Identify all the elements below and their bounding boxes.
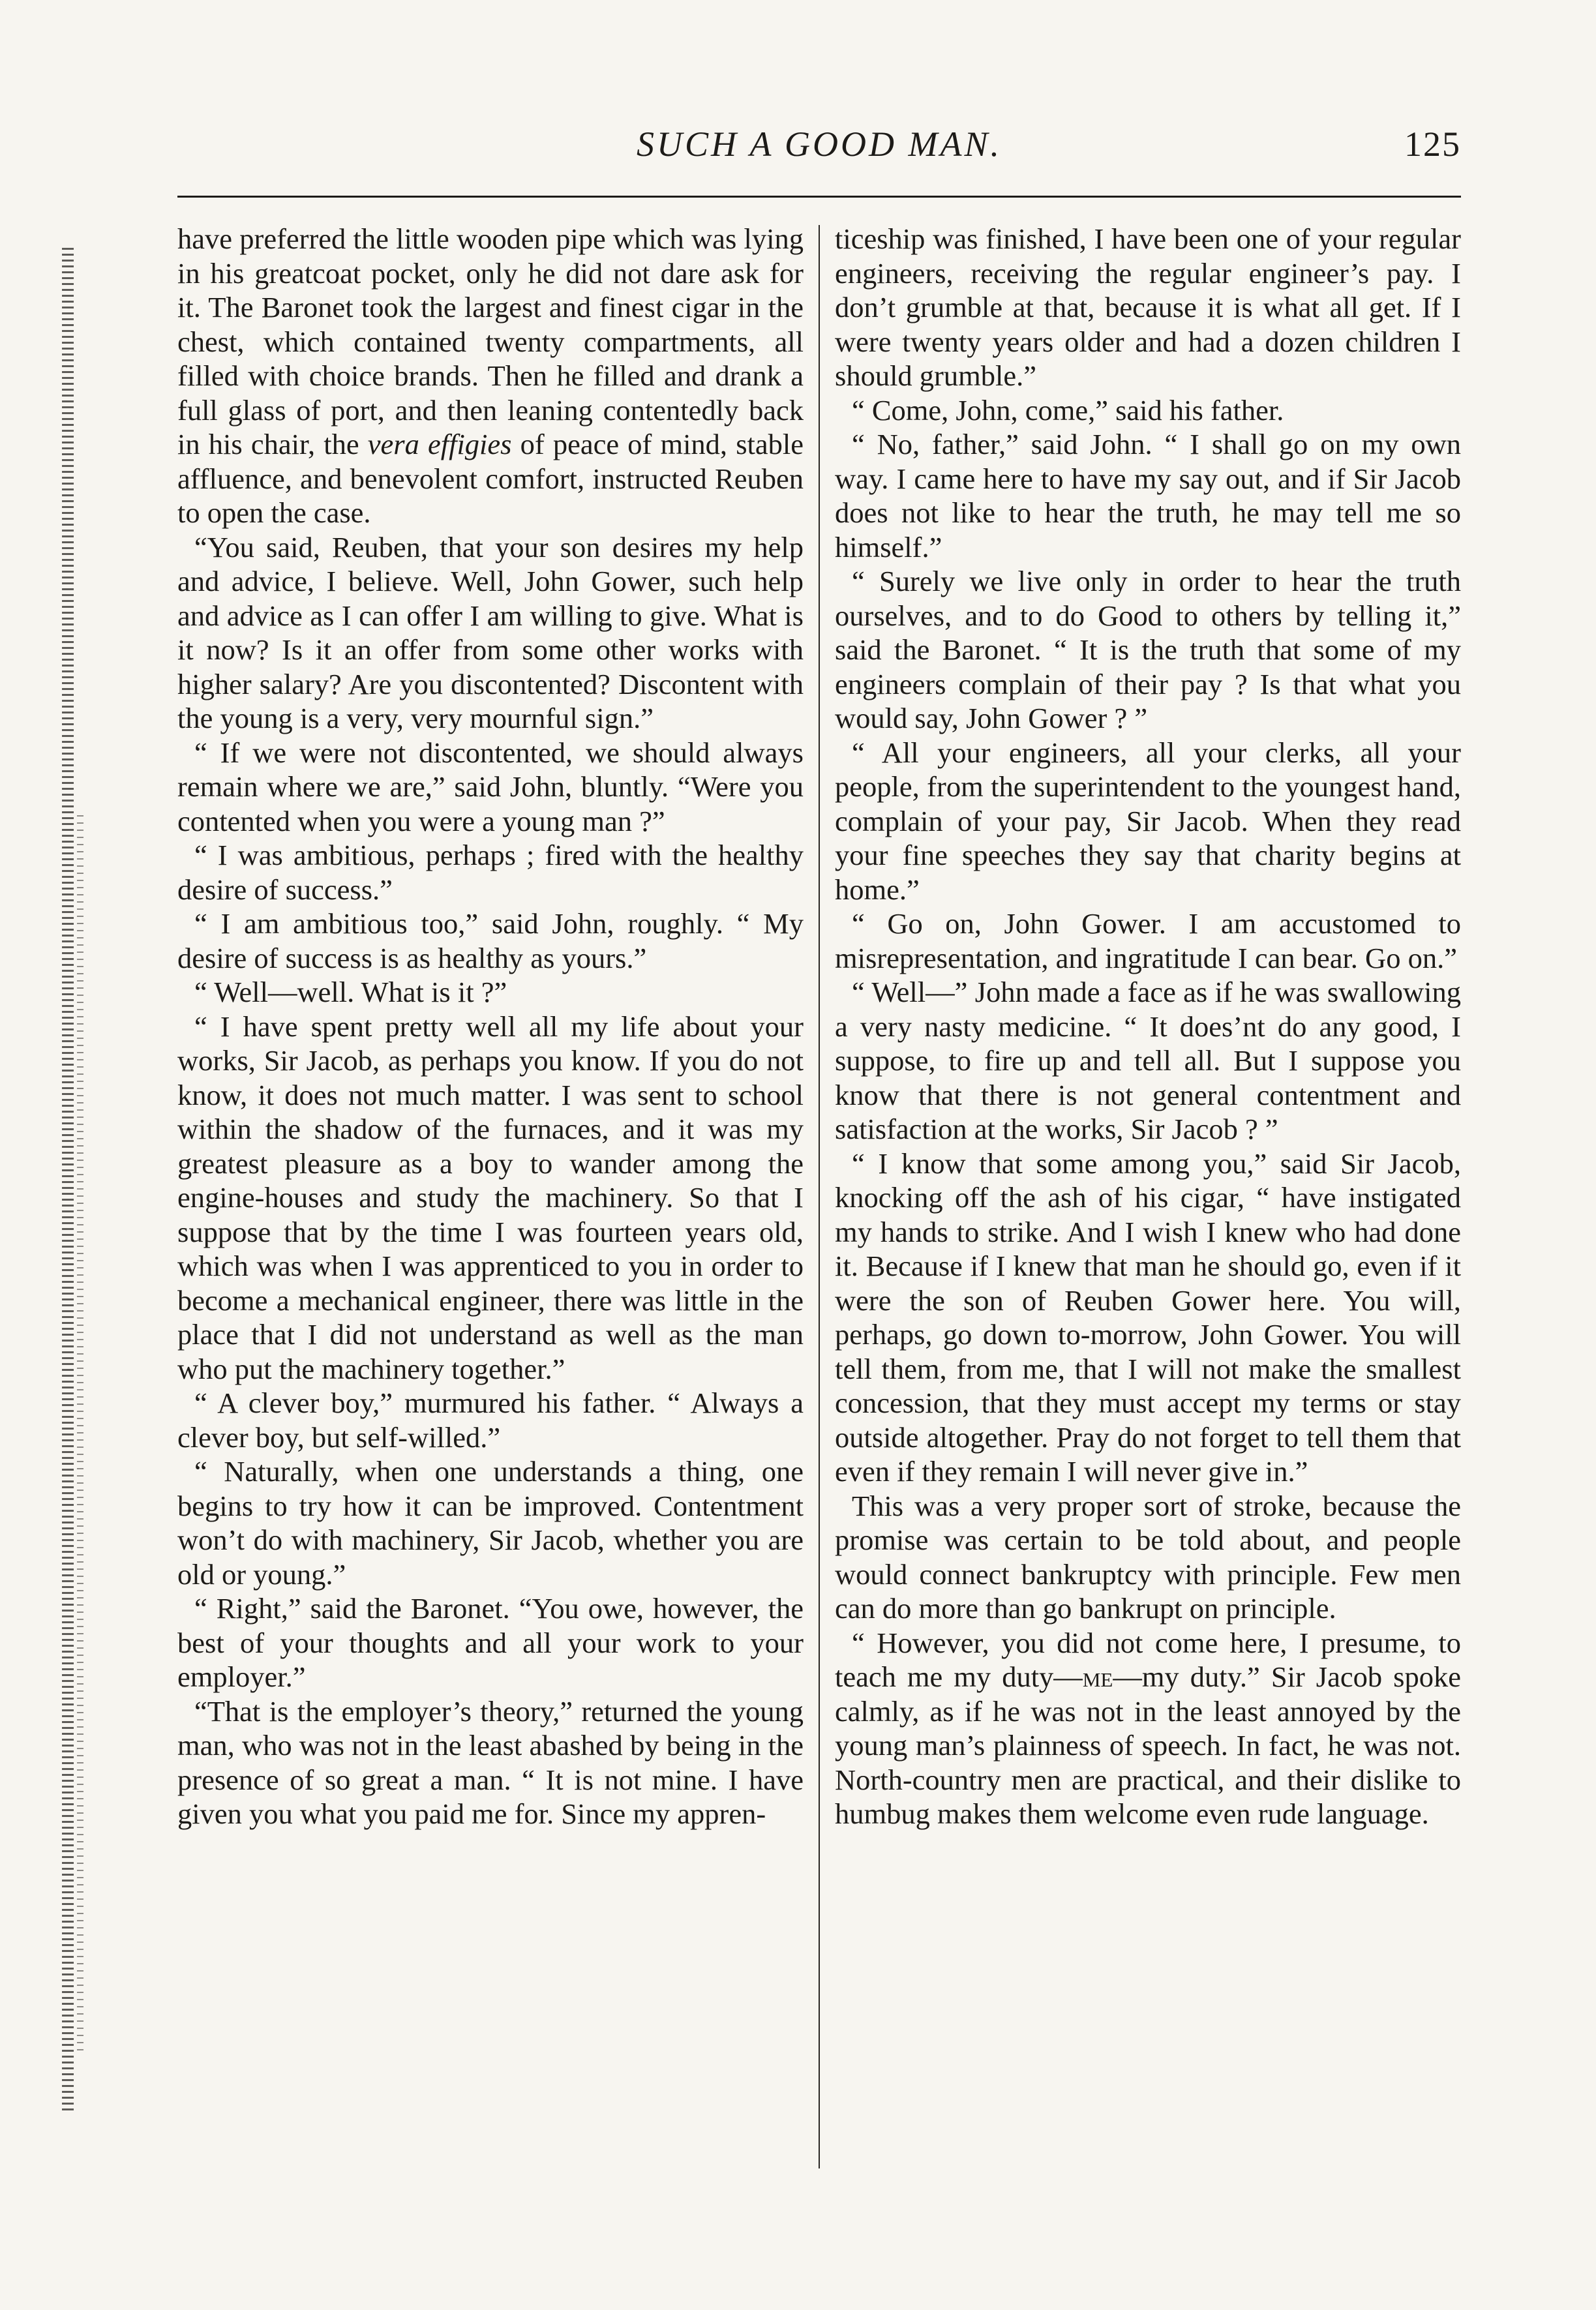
paragraph: “ I have spent pretty well all my life about your works, Sir Jacob, as perhaps you know. If you do not know, it does not much matter. I was sent to school within the shadow of the furnaces, and it was my greatest pleasure as a boy to wander among the engine-houses and study the machinery. So that I suppose that by the time I was fourteen years old, which was when I was apprenticed to you in order to become a mechanical engineer, there was little in the place that I did not understand as well as the man who put the machinery together.” <box>177 1010 804 1385</box>
paragraph: “ Naturally, when one understands a thing, one begins to try how it can be improved. Contentment won’t do with machinery, Sir Jacob, whether you are old or young.” <box>177 1455 804 1591</box>
paragraph: “ Well—” John made a face as if he was swallowing a very nasty medicine. “ It does’nt do any good, I suppose, to fire up and tell all. But I suppose you know that there is not general contentment and satisfaction at the works, Sir Jacob ? ” <box>835 976 1461 1145</box>
header-rule <box>177 196 1461 198</box>
paragraph: This was a very proper sort of stroke, because the promise was certain to be told about, and people would connect bankruptcy with principle. Few men can do more than go bankrupt on principle. <box>835 1489 1461 1625</box>
page-header <box>177 117 1461 176</box>
paragraph: “ I am ambitious too,” said John, roughly. “ My desire of success is as healthy as yours.” <box>177 907 804 974</box>
paragraph: “ A clever boy,” murmured his father. “ Always a clever boy, but self-willed.” <box>177 1387 804 1454</box>
binding-edge-mark <box>62 248 74 2113</box>
paragraph: “ Surely we live only in order to hear the truth ourselves, and to do Good to others by telling it,” said the Baronet. “ It is the truth that some of my engineers complain of their pay ? Is that what you would say, John Gower ? ” <box>835 565 1461 734</box>
text-span: —my duty.” Sir Jacob spoke calmly, as if he was not in the least annoyed by the young man’s plainness of speech. In fact, he was not. North-country men are practical, and their dislike to humbug makes them welcome even rude language. <box>835 1660 1461 1830</box>
paragraph: “ Right,” said the Baronet. “You owe, however, the best of your thoughts and all your work to your employer.” <box>177 1592 804 1693</box>
paragraph: “ No, father,” said John. “ I shall go on my own way. I came here to have my say out, and if Sir Jacob does not like to hear the truth, he may tell me so himself.” <box>835 428 1461 563</box>
paragraph: “You said, Reuben, that your son desires my help and advice, I believe. Well, John Gower, such help and advice as I can offer I am willing to give. What is it now? Is it an offer from some other works with higher salary? Are you discontented? Discontent with the young is a very, very mournful sign.” <box>177 530 804 734</box>
paragraph: “ Well—well. What is it ?” <box>194 976 507 1008</box>
paragraph: “That is the employer’s theory,” returned the young man, who was not in the least abashed by being in the presence of so great a man. “ It is not mine. I have given you what you paid me for. Since my appren- <box>177 1694 804 1830</box>
paragraph <box>835 1626 1461 1831</box>
text-column-left <box>177 222 804 2178</box>
column-divider <box>819 225 820 2168</box>
paragraph: “ Come, John, come,” said his father. <box>852 393 1284 427</box>
italic-phrase: vera effigies <box>367 428 512 460</box>
page-number: 125 <box>1404 125 1461 164</box>
running-title: SUCH A GOOD MAN. <box>636 125 1002 164</box>
text-column-right <box>835 222 1461 2178</box>
text-span: “ However, you did not come here, I presume, to teach me my duty— <box>835 1626 1461 1693</box>
text-span: of peace of mind, stable affluence, and benevolent comfort, instructed Reuben to open the case. <box>177 428 804 529</box>
paragraph: “ All your engineers, all your clerks, all your people, from the superintendent to the youngest hand, complain of your pay, Sir Jacob. When they read your fine speeches they say that charity begins at home.” <box>835 736 1461 906</box>
paragraph: “ I was ambitious, perhaps ; fired with the healthy desire of success.” <box>177 839 804 906</box>
paragraph: “ Go on, John Gower. I am accustomed to misrepresentation, and ingratitude I can bear. Go on.” <box>835 907 1461 974</box>
small-caps-word: me <box>1082 1660 1113 1693</box>
binding-edge-mark-inner <box>77 815 83 2054</box>
paragraph: “ If we were not discontented, we should always remain where we are,” said John, bluntly. “Were you contented when you were a young man ?” <box>177 736 804 837</box>
text-span: have preferred the little wooden pipe which was lying in his greatcoat pocket, only he did not dare ask for it. The Baronet took the largest and finest cigar in the chest, which contained twenty compartments, all filled with choice brands. Then he filled and drank a full glass of port, and then leaning contentedly back in his chair, the <box>177 222 804 460</box>
paragraph: ticeship was finished, I have been one of your regular engineers, receiving the regular engineer’s pay. I don’t grumble at that, because it is what all get. If I were twenty years older and had a dozen children I should grumble.” <box>835 222 1461 392</box>
paragraph <box>177 222 804 530</box>
paragraph: “ I know that some among you,” said Sir Jacob, knocking off the ash of his cigar, “ have instigated my hands to strike. And I wish I knew who had done it. Because if I knew that man he should go, even if it were the son of Reuben Gower here. You will, perhaps, go down to-morrow, John Gower. You will tell them, from me, that I will not make the smallest concession, that they must accept my terms or stay outside altogether. Pray do not forget to tell them that even if they remain I will never give in.” <box>835 1147 1461 1488</box>
